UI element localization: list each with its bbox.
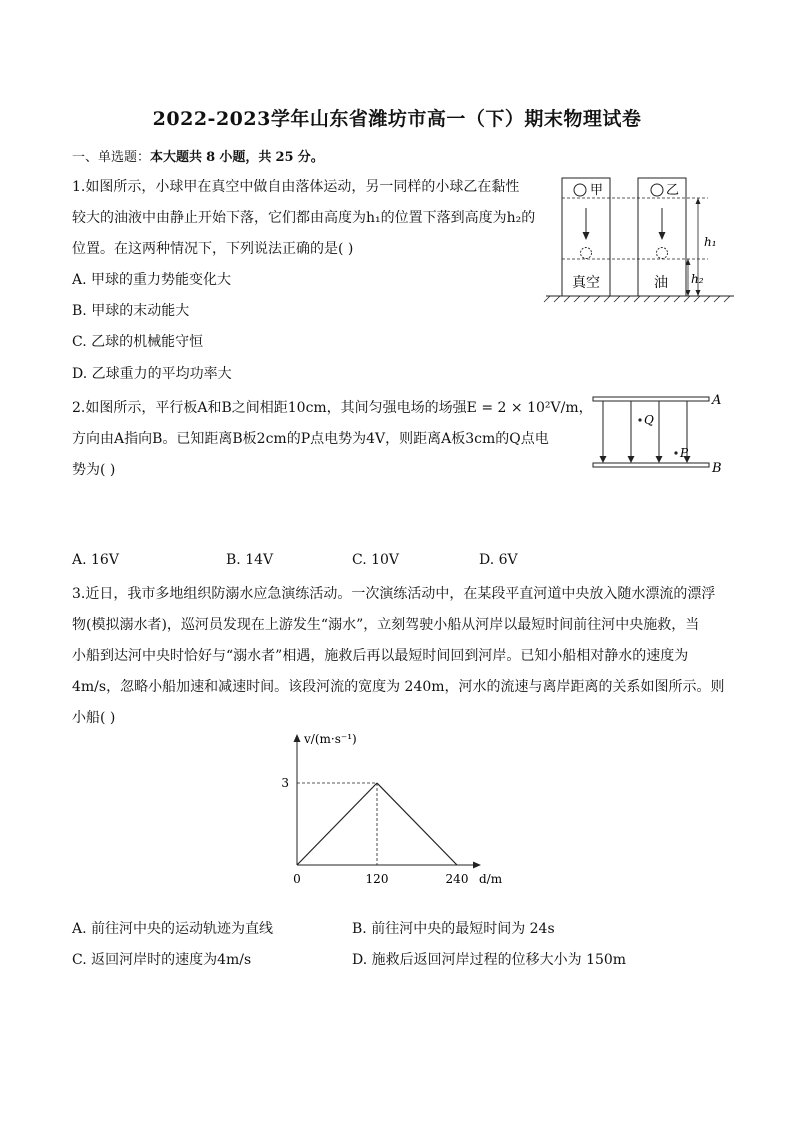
point-p bbox=[674, 451, 677, 454]
y-axis-label: v/(m·s⁻¹) bbox=[304, 732, 357, 746]
ground-hatch bbox=[544, 296, 730, 302]
q1-figure bbox=[540, 168, 740, 304]
q3-option-d: D. 施救后返回河岸过程的位移大小为 150m bbox=[352, 952, 627, 968]
h2-label: h₂ bbox=[691, 272, 704, 286]
q2-option-d: D. 6V bbox=[479, 552, 518, 568]
section-desc-mid: 小题，共 bbox=[219, 150, 272, 165]
q3-line-3: 小船到达河中央时恰好与“溺水者”相遇，施救后再以最短时间回到河岸。已知小船相对静水的速度为 bbox=[72, 648, 689, 664]
h1-arrow-top bbox=[696, 198, 701, 204]
q2-option-a: A. 16V bbox=[72, 552, 119, 568]
q2-figure bbox=[585, 390, 725, 476]
q1-line-2: 较大的油液中由静止开始下落，它们都由高度为h₁的位置下落到高度为h₂的 bbox=[72, 210, 536, 226]
section-header bbox=[72, 146, 324, 165]
q3-line-4: 4m/s，忽略小船加速和减速时间。该段河流的宽度为 240m，河水的流速与离岸距离的关系如图所示。则 bbox=[72, 679, 725, 695]
series-segment-2 bbox=[377, 783, 457, 865]
q2-line-1: 2.如图所示，平行板A和B之间相距10cm，其间匀强电场的场强E = 2 × 10²V/m， bbox=[72, 400, 593, 416]
ball-yi-label: 乙 bbox=[666, 183, 680, 198]
q3-line-1: 3.近日，我市多地组织防溺水应急演练活动。一次演练活动中，在某段平直河道中央放入随水漂流的漂浮 bbox=[72, 586, 716, 602]
point-q-label: Q bbox=[644, 413, 654, 427]
ball-jia-label: 甲 bbox=[590, 183, 604, 198]
x-tick-label-240: 240 bbox=[445, 872, 469, 886]
yi-arrowhead bbox=[659, 232, 666, 240]
q1-option-c: C. 乙球的机械能守恒 bbox=[72, 334, 204, 350]
section-label: 一、单选题： bbox=[72, 150, 151, 165]
x-axis-arrow bbox=[473, 862, 481, 869]
h1-arrow-bottom bbox=[696, 290, 701, 296]
q2-line-3: 势为( ) bbox=[72, 462, 116, 478]
plate-b bbox=[593, 463, 709, 467]
q1-option-d: D. 乙球重力的平均功率大 bbox=[72, 366, 232, 382]
ball-yi bbox=[651, 184, 663, 196]
ball-yi-final bbox=[657, 248, 668, 259]
q3-line-2: 物(模拟溺水者)，巡河员发现在上游发生“溺水”，立刻驾驶小船从河岸以最短时间前往河中央施救，当 bbox=[72, 617, 700, 633]
plate-a-label: A bbox=[712, 393, 722, 408]
section-desc-pre: 本大题共 bbox=[150, 150, 203, 165]
ball-jia bbox=[574, 184, 586, 196]
q3-option-b: B. 前往河中央的最短时间为 24s bbox=[352, 921, 555, 937]
q1-line-3: 位置。在这两种情况下，下列说法正确的是( ) bbox=[72, 241, 354, 257]
q1-option-a: A. 甲球的重力势能变化大 bbox=[72, 272, 232, 288]
plate-a bbox=[593, 397, 709, 401]
point-p-label: P bbox=[680, 446, 689, 460]
field-lines bbox=[603, 401, 687, 458]
q2-option-b: B. 14V bbox=[226, 552, 274, 568]
q2-option-c: C. 10V bbox=[352, 552, 400, 568]
section-count: 8 bbox=[206, 150, 216, 165]
plate-b-label: B bbox=[712, 461, 722, 476]
q1-line-1: 1.如图所示，小球甲在真空中做自由落体运动，另一同样的小球乙在黏性 bbox=[72, 179, 520, 195]
ball-jia-final bbox=[581, 248, 592, 259]
point-q bbox=[638, 418, 641, 421]
oil-label: 油 bbox=[654, 275, 668, 291]
velocity-distance-chart bbox=[270, 728, 530, 888]
q1-option-b: B. 甲球的末动能大 bbox=[72, 303, 190, 319]
y-axis-arrow bbox=[294, 734, 301, 742]
field-arrowheads bbox=[600, 456, 691, 463]
q3-line-5: 小船( ) bbox=[72, 710, 116, 726]
y-tick-label-3: 3 bbox=[281, 776, 289, 790]
q3-option-a: A. 前往河中央的运动轨迹为直线 bbox=[72, 921, 274, 937]
jia-arrowhead bbox=[583, 232, 590, 240]
section-score: 25 bbox=[275, 150, 294, 165]
q2-line-2: 方向由A指向B。已知距离B板2cm的P点电势为4V，则距离A板3cm的Q点电 bbox=[72, 431, 549, 447]
vacuum-label: 真空 bbox=[572, 275, 600, 291]
section-desc-post: 分。 bbox=[297, 150, 324, 165]
page-title: 2022-2023学年山东省潍坊市高一（下）期末物理试卷 bbox=[152, 108, 642, 130]
q3-option-c: C. 返回河岸时的速度为4m/s bbox=[72, 952, 252, 968]
series-segment-1 bbox=[297, 783, 377, 865]
h1-label: h₁ bbox=[704, 235, 717, 249]
x-tick-label-0: 0 bbox=[293, 872, 301, 886]
x-tick-label-120: 120 bbox=[365, 872, 389, 886]
x-axis-label: d/m bbox=[479, 872, 503, 886]
